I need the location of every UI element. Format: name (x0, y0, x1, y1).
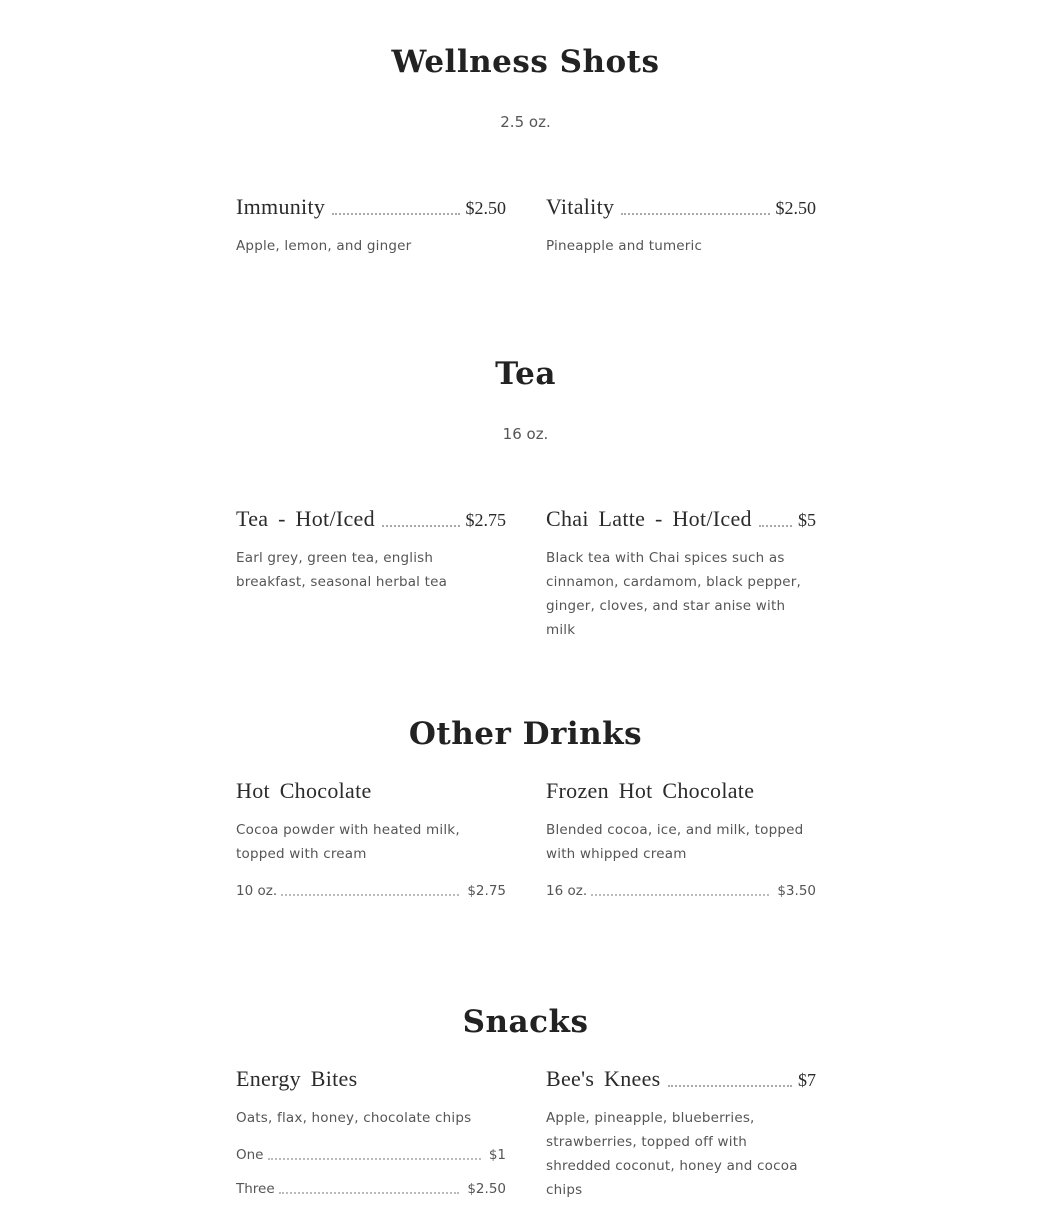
size-label: 10 oz. (236, 883, 278, 899)
section-subtitle-wellness-shots: 2.5 oz. (500, 113, 551, 131)
size-price-row (546, 883, 816, 899)
section-title-tea: Tea (495, 356, 556, 392)
menu-item-bees-knees (546, 1066, 816, 1202)
item-description: Pineapple and tumeric (546, 238, 703, 254)
size-price: $3.50 (777, 883, 816, 899)
menu-item-vitality (546, 194, 816, 258)
menu-item-hot-chocolate (236, 778, 506, 899)
item-description: Blended cocoa, ice, and milk, topped with whipped cream (546, 822, 804, 862)
menu-item-energy-bites (236, 1066, 506, 1197)
item-header (546, 194, 816, 220)
section-subtitle-tea: 16 oz. (502, 425, 549, 443)
size-price-row (236, 883, 506, 899)
option-price-row (236, 1181, 506, 1197)
section-title-wellness-shots: Wellness Shots (391, 44, 660, 80)
item-description: Black tea with Chai spices such as cinnamon, cardamom, black pepper, ginger, cloves, and star anise with milk (546, 550, 801, 638)
item-price: $5 (798, 510, 816, 530)
dotted-leader (621, 213, 769, 215)
dotted-leader (382, 525, 460, 527)
item-header (236, 194, 506, 220)
option-label: One (236, 1147, 264, 1163)
size-price: $2.75 (467, 883, 506, 899)
item-description: Earl grey, green tea, english breakfast, seasonal herbal tea (236, 550, 448, 590)
section-title-snacks: Snacks (462, 1004, 589, 1040)
item-description: Cocoa powder with heated milk, topped with cream (236, 822, 460, 862)
dotted-leader (668, 1085, 792, 1087)
item-description: Apple, lemon, and ginger (236, 238, 412, 254)
option-label: Three (236, 1181, 275, 1197)
item-name: Tea - Hot/Iced (236, 506, 375, 531)
menu-item-immunity (236, 194, 506, 258)
item-header (546, 1066, 816, 1092)
item-name: Immunity (236, 194, 326, 219)
section-title-other-drinks: Other Drinks (408, 716, 643, 752)
item-header (546, 778, 816, 804)
item-name: Vitality (546, 194, 615, 219)
item-header (236, 506, 506, 532)
dotted-leader (268, 1158, 481, 1160)
menu-item-chai-latte (546, 506, 816, 642)
dotted-leader (332, 213, 459, 215)
size-label: 16 oz. (546, 883, 588, 899)
item-header (236, 778, 506, 804)
item-header (546, 506, 816, 532)
item-name: Frozen Hot Chocolate (546, 778, 755, 803)
item-price: $2.50 (775, 198, 816, 218)
item-description: Oats, flax, honey, chocolate chips (236, 1110, 472, 1126)
item-name: Hot Chocolate (236, 778, 372, 803)
item-price: $7 (798, 1070, 816, 1090)
item-header (236, 1066, 506, 1092)
item-name: Energy Bites (236, 1066, 358, 1091)
item-name: Bee's Knees (546, 1066, 661, 1091)
dotted-leader (759, 525, 792, 527)
item-price: $2.50 (465, 198, 506, 218)
item-name: Chai Latte - Hot/Iced (546, 506, 752, 531)
option-price: $1 (488, 1147, 506, 1163)
dotted-leader (279, 1192, 460, 1194)
item-price: $2.75 (465, 510, 506, 530)
option-price-row (236, 1147, 506, 1163)
menu-item-tea (236, 506, 506, 594)
option-price: $2.50 (467, 1181, 506, 1197)
dotted-leader (591, 894, 769, 896)
menu-item-frozen-hot-chocolate (546, 778, 816, 899)
item-description: Apple, pineapple, blueberries, strawberries, topped off with shredded coconut, honey and cocoa chips (546, 1110, 798, 1198)
dotted-leader (281, 894, 459, 896)
